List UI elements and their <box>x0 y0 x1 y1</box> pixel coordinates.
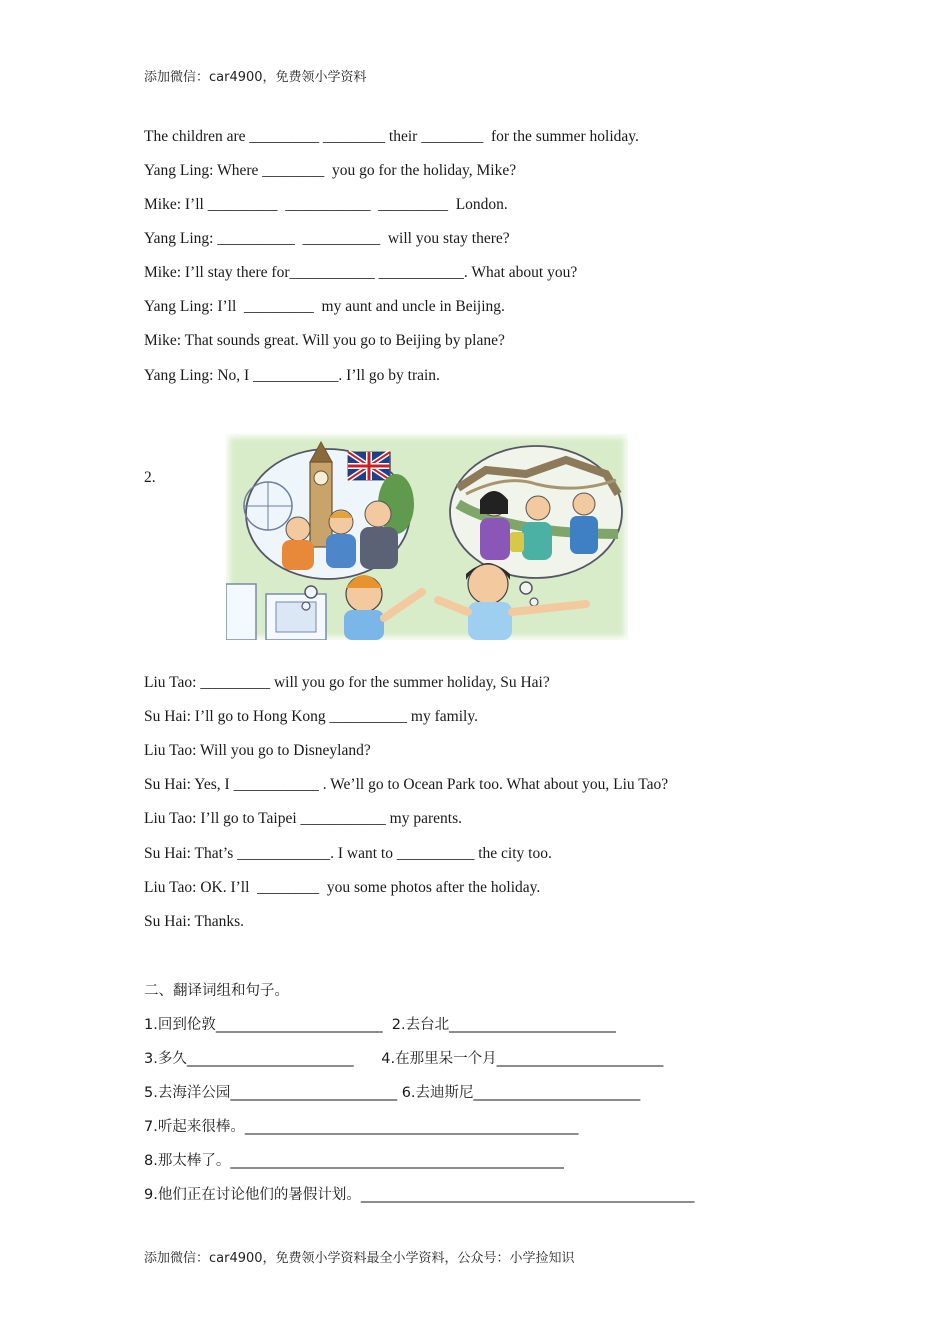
dialogue1-line-8: Yang Ling: No, I ___________. I’ll go by train. <box>144 367 440 384</box>
translation-row-1: 1.回到伦敦_______________________ 2.去台北_______________________ <box>144 1017 616 1033</box>
dialogue1-line-2: Yang Ling: Where ________ you go for the holiday, Mike? <box>144 162 517 179</box>
page-footer-note: 添加微信：car4900，免费领小学资料最全小学资料，公众号：小学捡知识 <box>144 1251 575 1266</box>
dialogue2-line-6: Su Hai: That’s ____________. I want to __________ the city too. <box>144 845 552 862</box>
dialogue2-line-8: Su Hai: Thanks. <box>144 913 245 930</box>
dialogue1-line-5: Mike: I’ll stay there for___________ ___________. What about you? <box>144 264 578 281</box>
dialogue1-line-4: Yang Ling: __________ __________ will you stay there? <box>144 230 510 247</box>
dialogue1-line-1: The children are _________ ________ their ________ for the summer holiday. <box>144 128 639 145</box>
dialogue1-line-6: Yang Ling: I’ll _________ my aunt and uncle in Beijing. <box>144 298 505 315</box>
translation-row-3: 5.去海洋公园_______________________ 6.去迪斯尼_______________________ <box>144 1085 641 1101</box>
page-header-note: 添加微信：car4900，免费领小学资料 <box>144 70 367 85</box>
translation-row-2: 3.多久_______________________ 4.在那里呆一个月_______________________ <box>144 1051 664 1067</box>
section-2-title: 二、翻译词组和句子。 <box>144 983 289 999</box>
dialogue2-line-4: Su Hai: Yes, I ___________ . We’ll go to Ocean Park too. What about you, Liu Tao? <box>144 776 669 793</box>
dialogue2-line-5: Liu Tao: I’ll go to Taipei ___________ my parents. <box>144 810 462 827</box>
dialogue2-line-1: Liu Tao: _________ will you go for the summer holiday, Su Hai? <box>144 674 550 691</box>
dialogue2-line-2: Su Hai: I’ll go to Hong Kong __________ my family. <box>144 708 478 725</box>
translation-row-4: 7.听起来很棒。______________________________________________ <box>144 1119 579 1135</box>
dialogue1-line-7: Mike: That sounds great. Will you go to Beijing by plane? <box>144 332 505 349</box>
question-2-number: 2. <box>144 469 156 486</box>
dialogue2-line-3: Liu Tao: Will you go to Disneyland? <box>144 742 371 759</box>
dialogue1-line-3: Mike: I’ll _________ ___________ _________ London. <box>144 196 508 213</box>
dialogue2-line-7: Liu Tao: OK. I’ll ________ you some photos after the holiday. <box>144 879 541 896</box>
translation-row-5: 8.那太棒了。______________________________________________ <box>144 1153 564 1169</box>
translation-row-6: 9.他们正在讨论他们的暑假计划。______________________________________________ <box>144 1187 695 1203</box>
summer-holiday-illustration <box>226 434 628 640</box>
